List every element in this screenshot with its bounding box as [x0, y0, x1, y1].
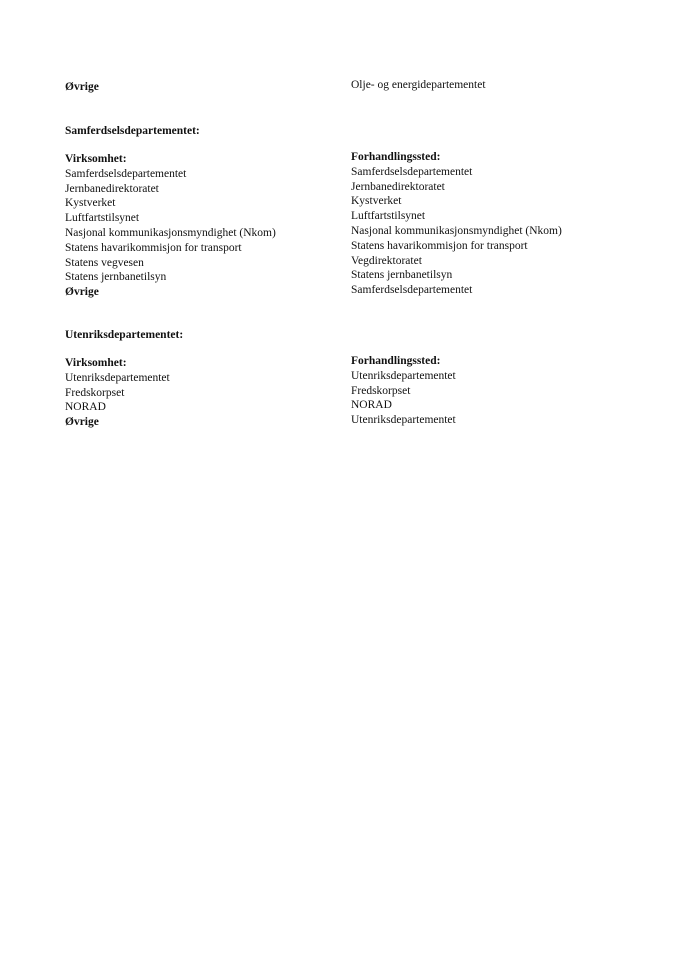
- virksomhet-item: Statens vegvesen: [65, 256, 144, 269]
- forhandlingssted-column: [351, 354, 645, 428]
- forhandlingssted-item: Utenriksdepartementet: [351, 414, 456, 427]
- forhandlingssted-item: Statens havarikommisjon for transport: [351, 239, 528, 252]
- forhandlingssted-item: Luftfartstilsynet: [351, 210, 426, 223]
- virksomhet-item: Luftfartstilsynet: [65, 212, 140, 225]
- forhandlingssted-item: Kystverket: [351, 195, 402, 208]
- virksomhet-column: [65, 152, 345, 300]
- forhandlingssted-item: Utenriksdepartementet: [351, 369, 456, 382]
- virksomhet-item: Fredskorpset: [65, 386, 125, 399]
- virksomhet-item: Jernbanedirektoratet: [65, 182, 159, 195]
- top-row-left: Øvrige: [65, 81, 99, 93]
- forhandlingssted-header: Forhandlingssted:: [351, 355, 441, 367]
- virksomhet-item: Statens havarikommisjon for transport: [65, 241, 242, 254]
- section-title-samferdsel: Samferdselsdepartementet:: [65, 125, 200, 137]
- forhandlingssted-item: Samferdselsdepartementet: [351, 165, 473, 178]
- virksomhet-item: Kystverket: [65, 197, 116, 210]
- virksomhet-item: Øvrige: [65, 416, 99, 429]
- forhandlingssted-item: Statens jernbanetilsyn: [351, 269, 453, 282]
- forhandlingssted-item: NORAD: [351, 399, 392, 412]
- virksomhet-item: Samferdselsdepartementet: [65, 167, 187, 180]
- virksomhet-item: Utenriksdepartementet: [65, 371, 170, 384]
- virksomhet-header: Virksomhet:: [65, 153, 127, 165]
- virksomhet-item: Statens jernbanetilsyn: [65, 271, 167, 284]
- section-title-utenriks: Utenriksdepartementet:: [65, 329, 184, 341]
- forhandlingssted-item: Jernbanedirektoratet: [351, 180, 445, 193]
- forhandlingssted-header: Forhandlingssted:: [351, 151, 441, 163]
- virksomhet-column: [65, 356, 345, 430]
- forhandlingssted-item: Vegdirektoratet: [351, 254, 422, 267]
- virksomhet-item: Nasjonal kommunikasjonsmyndighet (Nkom): [65, 226, 276, 239]
- virksomhet-item: Øvrige: [65, 286, 99, 299]
- forhandlingssted-item: Nasjonal kommunikasjonsmyndighet (Nkom): [351, 224, 562, 237]
- forhandlingssted-item: Samferdselsdepartementet: [351, 284, 473, 297]
- virksomhet-item: NORAD: [65, 401, 106, 414]
- virksomhet-header: Virksomhet:: [65, 357, 127, 369]
- top-row-right: Olje- og energidepartementet: [351, 79, 486, 91]
- forhandlingssted-item: Fredskorpset: [351, 384, 411, 397]
- forhandlingssted-column: [351, 150, 645, 298]
